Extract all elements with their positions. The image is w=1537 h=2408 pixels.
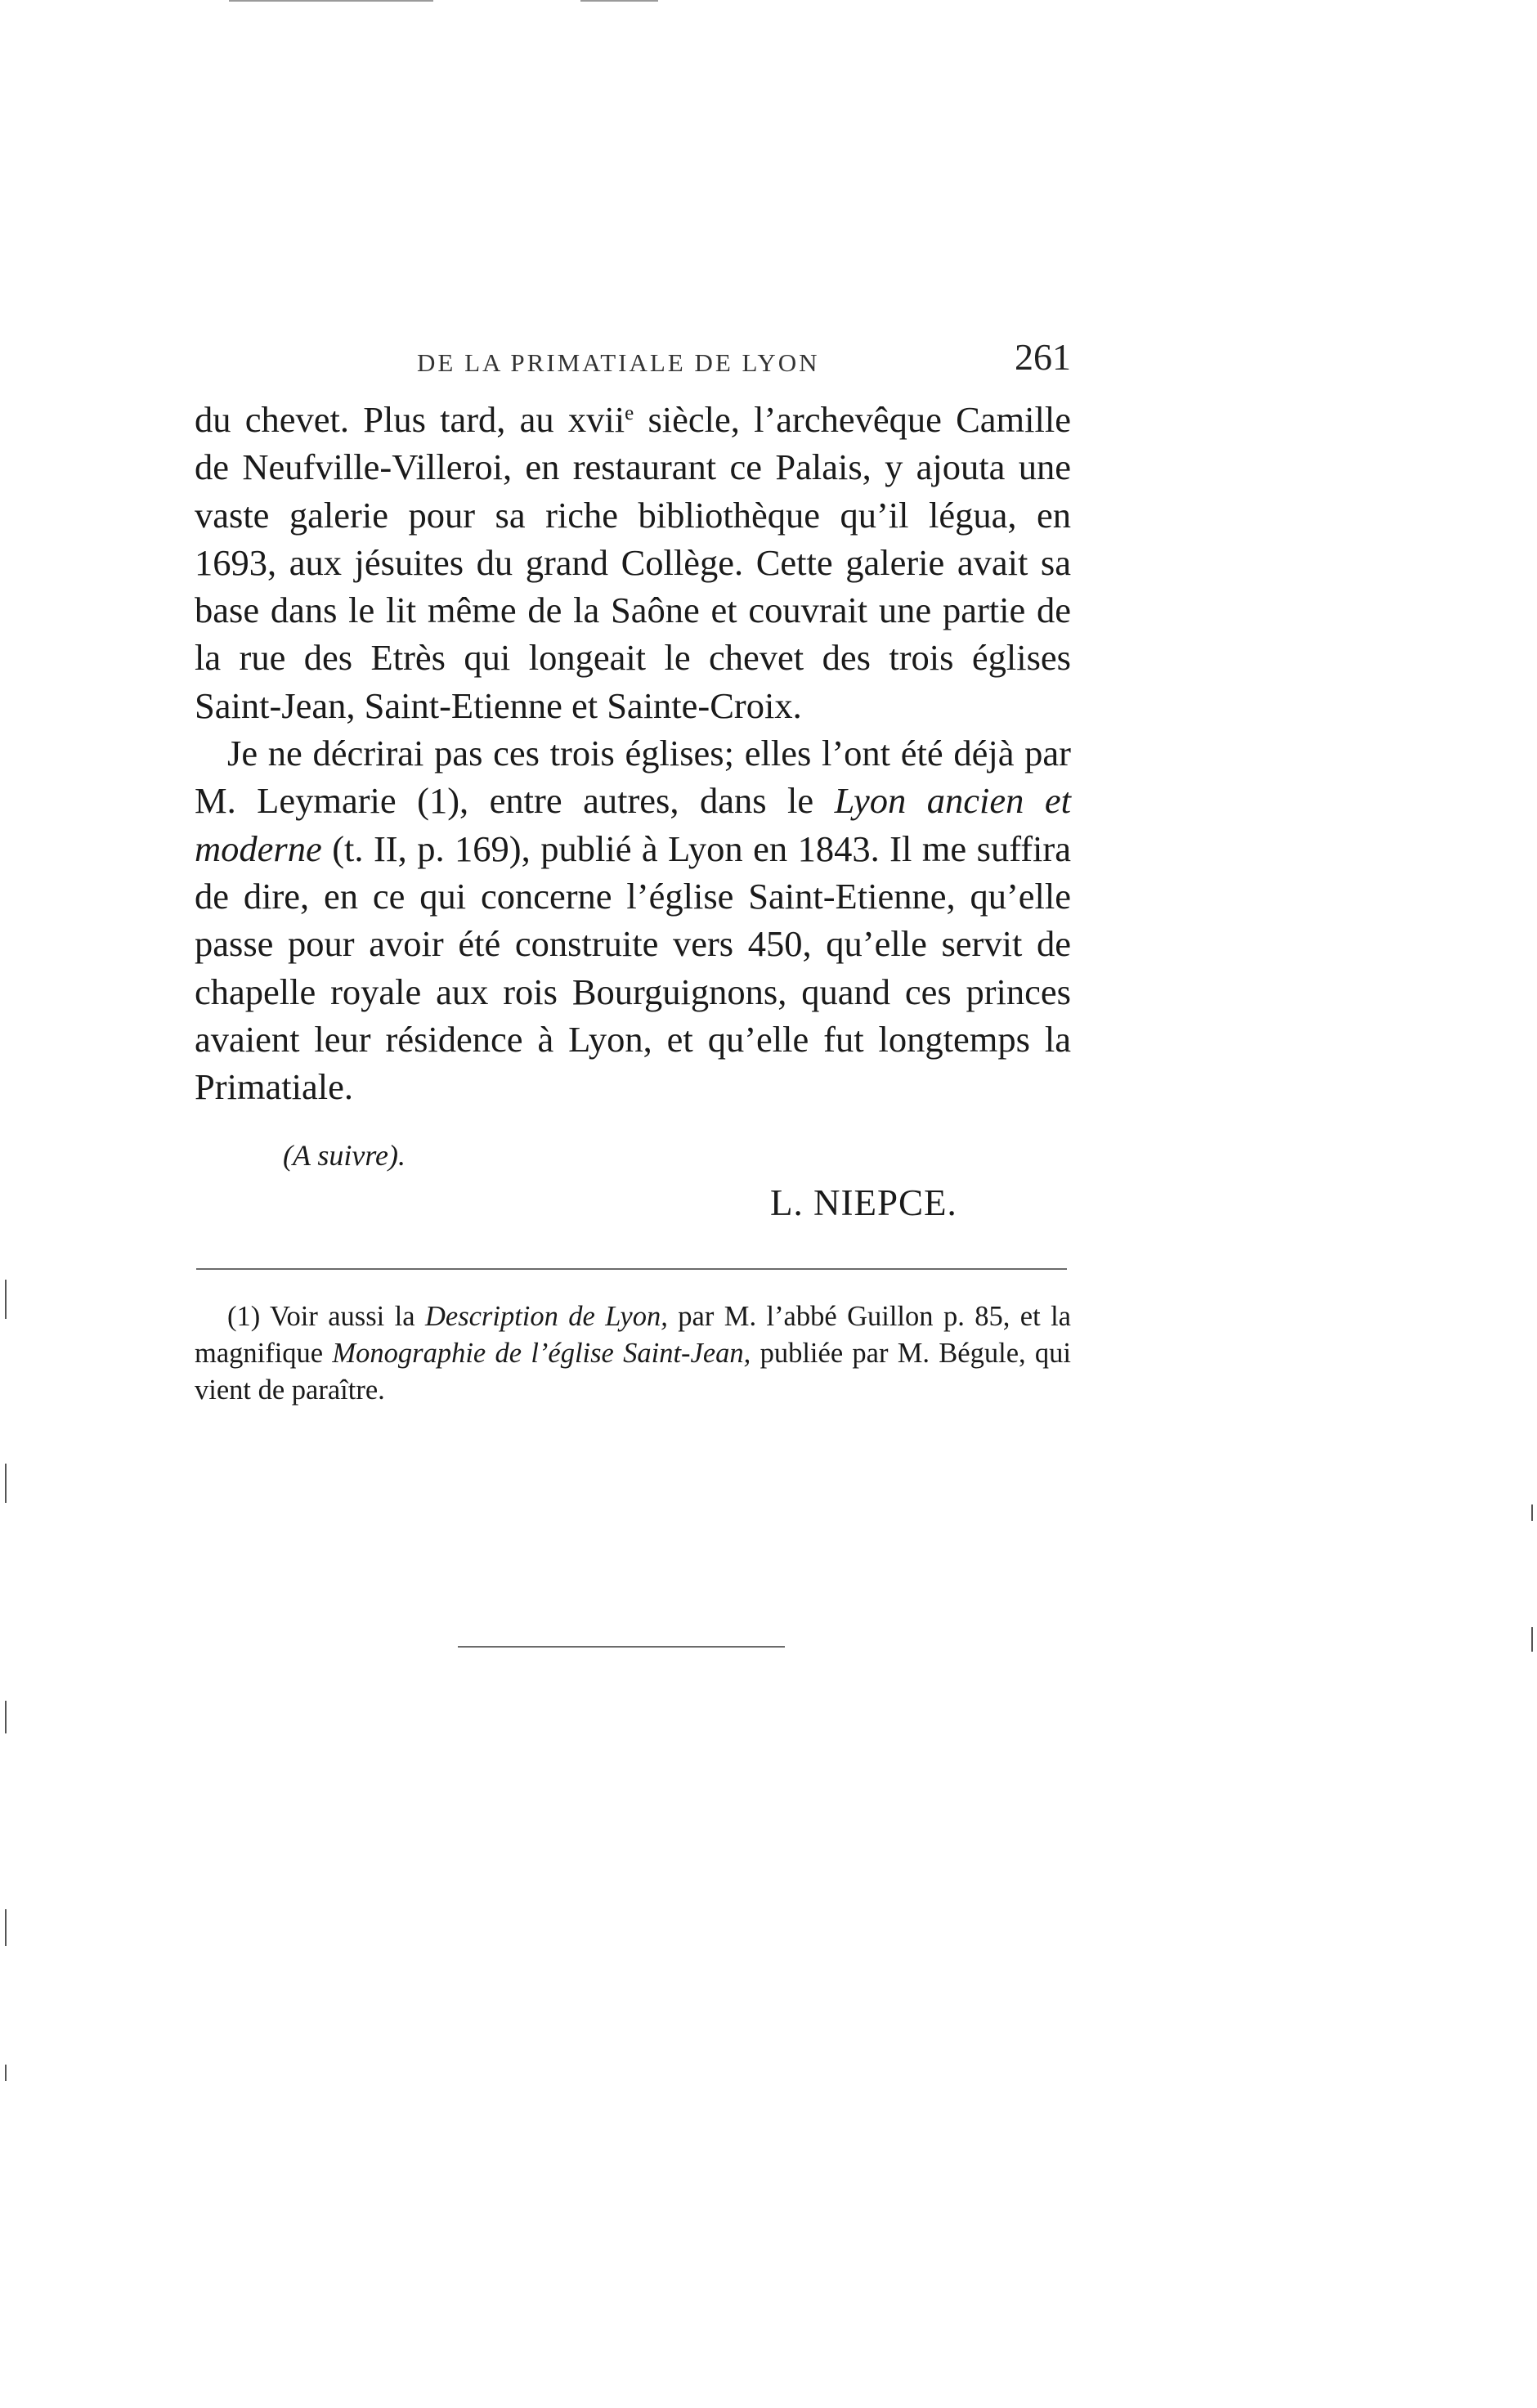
- footnote-text: par M. l’abbé Guillon p. 85, et la magnifique: [195, 1301, 1071, 1369]
- left-edge-scan-mark: [5, 2065, 7, 2081]
- left-edge-scan-mark: [5, 1464, 7, 1503]
- body-paragraph: [195, 396, 1071, 729]
- right-edge-scan-mark: [1531, 1504, 1533, 1521]
- running-head: DE LA PRIMATIALE DE LYON: [417, 348, 820, 377]
- footnote-divider: [196, 1268, 1067, 1270]
- footnote-paragraph: [195, 1298, 1071, 1409]
- book-title: Lyon ancien et moderne: [195, 780, 1072, 869]
- paragraph-text: Je ne décrirai pas ces trois églises; elles l’ont été déjà par M. Leymarie (1), entre autres, dans le: [195, 733, 1071, 822]
- superscript: e: [625, 402, 634, 424]
- article-body: [195, 396, 1071, 1110]
- footnote-book-title: Description de Lyon,: [424, 1301, 668, 1332]
- paragraph-text: du chevet. Plus tard, au xvii: [195, 399, 625, 440]
- paragraph-text: siècle, l’archevêque Camille de Neufville-Villeroi, en restaurant ce Palais, y ajouta une vaste galerie pour sa riche bibliothèque qu’il légua, en 1693, aux jésuites du grand Collège. Cette galerie avait sa base dans le lit même de la Saône et couvrait une partie de la rue des Etrès qui longeait le chevet des trois églises Saint-Jean, Saint-Etienne et Sainte-Croix.: [195, 399, 1071, 726]
- right-edge-scan-mark: [1531, 1627, 1533, 1652]
- left-edge-scan-mark: [5, 1909, 7, 1946]
- paragraph-text: (t. II, p. 169), publié à Lyon en 1843. Il me suffira de dire, en ce qui concerne l’église Saint-Etienne, qu’elle passe pour avoir été construite vers 450, qu’elle servit de chapelle royale aux rois Bourguignons, quand ces princes avaient leur résidence à Lyon, et qu’elle fut longtemps la Primatiale.: [195, 827, 1071, 1108]
- footnote-text: (1) Voir aussi la: [227, 1301, 425, 1332]
- top-scan-rule-2: [580, 0, 658, 2]
- author-signature: L. NIEPCE.: [770, 1182, 957, 1223]
- body-paragraph: [195, 729, 1071, 1110]
- end-divider: [458, 1646, 785, 1648]
- page-number: 261: [1015, 336, 1071, 378]
- to-be-continued-note: (A suivre).: [283, 1139, 406, 1172]
- top-scan-rule-1: [229, 0, 433, 2]
- footnote-book-title: Monographie de l’église Saint-Jean,: [332, 1338, 751, 1369]
- left-edge-scan-mark: [5, 1280, 7, 1319]
- footnote: [195, 1298, 1071, 1409]
- footnote-text: publiée par M. Bégule, qui vient de paraître.: [195, 1338, 1071, 1406]
- left-edge-scan-mark: [5, 1701, 7, 1733]
